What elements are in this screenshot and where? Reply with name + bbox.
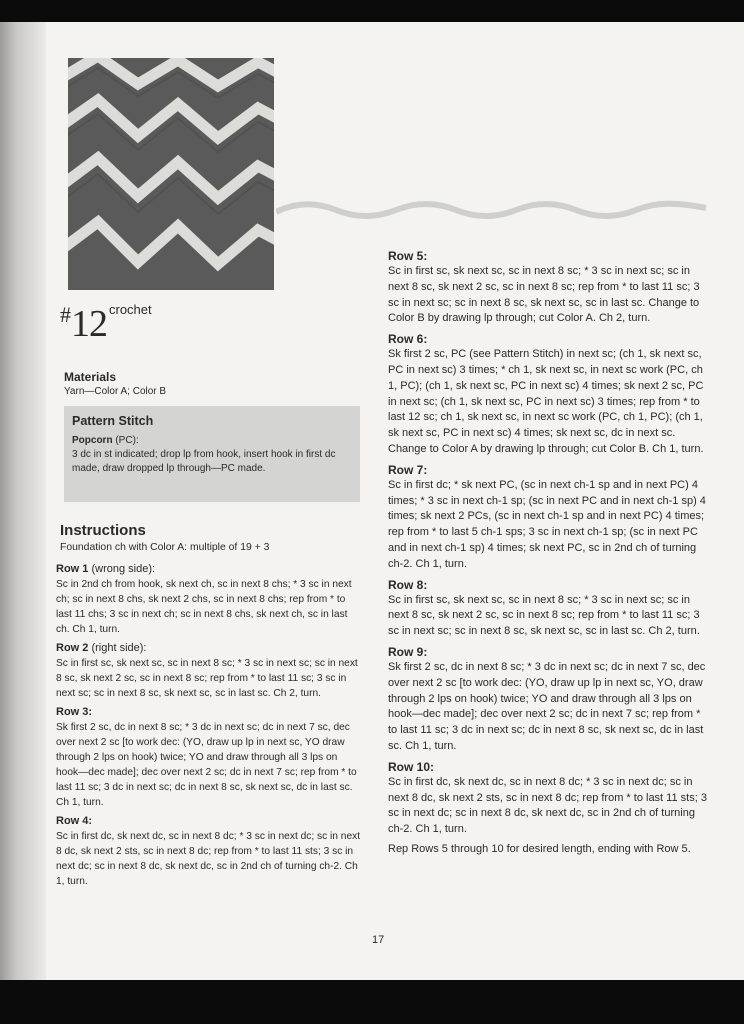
- ending-note: Rep Rows 5 through 10 for desired length, ending with Row 5.: [388, 842, 691, 855]
- scan-border: [0, 980, 744, 1024]
- popcorn-text: 3 dc in st indicated; drop lp from hook, insert hook in first dc made, draw dropped lp through—PC made.: [72, 449, 336, 474]
- row-block: [56, 562, 361, 637]
- row-text: Sc in first sc, sk next sc, sc in next 8 sc; * 3 sc in next sc; sc in next 8 sc, sk next 2 sc, sc in next 8 sc; rep from * to last 11 sc; 3 sc in next sc; sc in next 8 sc, sk next sc, sc in last sc. Ch 2, turn.: [56, 658, 358, 699]
- page-number: 17: [372, 934, 385, 946]
- row-block: [388, 331, 710, 458]
- pattern-stitch-heading: Pattern Stitch: [72, 414, 154, 428]
- materials-section: [64, 370, 354, 397]
- row-note: (right side):: [88, 642, 147, 654]
- row-text: Sk first 2 sc, dc in next 8 sc; * 3 dc in next sc; dc in next 7 sc, dec over next 2 sc [to work dec: (YO, draw up lp in next sc, YO draw through 2 lps on hook) twice; YO and draw through all 3 lps on hook—dec made]; dec over next 2 sc; dc in next 7 sc; rep from * to last 11 sc; 3 dc in next sc; dc in next 8 sc, sk next sc, dc in last sc. Ch 1, turn.: [56, 722, 357, 808]
- row-text: Sk first 2 sc, PC (see Pattern Stitch) in next sc; (ch 1, sk next sc, PC in next sc) 3 times; * ch 1, sk next sc, in next sc work (PC, ch 1, PC); (ch 1, sk next sc, PC in next sc) 4 times; sk next 2 sc, PC in next sc; (ch 1, sk next sc, PC in next sc) 3 times; rep from * to last 12 sc; ch 1, sk next sc, in next sc work (PC, ch 1, PC); (ch 1, sk next sc, PC in next sc) 4 times; sk next sc, dc in next sc. Change to Color A by drawing lp through; cut Color B. Ch 1, turn.: [388, 348, 704, 455]
- swatch-photo: [68, 58, 274, 290]
- popcorn-label: Popcorn: [72, 435, 113, 446]
- row-block: [388, 248, 710, 327]
- row-block: [388, 577, 710, 640]
- row-title: Row 3:: [56, 706, 93, 718]
- pattern-number: #12 $^{crochet}$: [60, 302, 152, 345]
- foundation-text: Foundation ch with Color A: multiple of 19 + 3: [60, 542, 270, 553]
- decorative-wave: [276, 198, 716, 222]
- row-text: Sk first 2 sc, dc in next 8 sc; * 3 dc in next sc; dc in next 7 sc, dec over next 2 sc [to work dec: (YO, draw up lp in next sc, YO, draw through 2 lps on hook) twice; YO and draw through all 3 lps on hook—dec made]; dec over next 2 sc; dc in next 7 sc; rep from * to last 11 sc; 3 dc in next sc; dc in next 8 sc, sk next sc, dc in last sc. Ch 1, turn.: [388, 660, 706, 752]
- row-title: Row 7:: [388, 462, 428, 477]
- row-block: [388, 759, 710, 838]
- row-block: [388, 462, 710, 573]
- row-title: Row 1: [56, 563, 89, 575]
- row-text: Sc in first dc; * sk next PC, (sc in next ch-1 sp and in next PC) 4 times; * 3 sc in next ch-1 sp; (sc in next PC and in next ch-1 sp) 4 times; sk next 2 PCs, (sc in next ch-1 sp and in next PC) 4 times; rep from * to last 5 ch-1 sps; 3 sc in next ch-1 sp; (sc in next PC and in next ch-1 sp) 4 times; sk next PC, sc in 2nd ch of turning ch-2. Ch 1, turn.: [388, 478, 706, 570]
- row-text: Sc in first sc, sk next sc, sc in next 8 sc; * 3 sc in next sc; sc in next 8 sc, sk next 2 sc, sc in next 8 sc; rep from * to last 11 sc; 3 sc in next sc; sc in next 8 sc, sk next sc, sc in last sc. Change to Color B by drawing lp through; cut Color A. Ch 2, turn.: [388, 265, 700, 325]
- row-block: [56, 705, 361, 810]
- row-text: Sc in first dc, sk next dc, sc in next 8 dc; * 3 sc in next dc; sc in next 8 dc, sk next 2 sts, sc in next 8 dc; rep from * to last 11 sts; 3 sc in next dc; sc in next 8 dc, sk next dc, sc in 2nd ch of turning ch-2. Ch 1, turn.: [388, 775, 707, 836]
- popcorn-suffix: (PC):: [112, 435, 139, 446]
- row-block: [56, 814, 361, 889]
- row-title: Row 4:: [56, 815, 93, 827]
- materials-text: Yarn—Color A; Color B: [64, 386, 167, 397]
- row-text: Sc in first sc, sk next sc, sc in next 8 sc; * 3 sc in next sc; sc in next 8 sc, sk next 2 sc, sc in next 8 sc; rep from * to last 11 sc; 3 sc in next sc; sc in next 8 sc, sk next sc, sc in last sc. Ch 2, turn.: [388, 593, 700, 638]
- materials-heading: Materials: [64, 370, 117, 384]
- row-text: Sc in 2nd ch from hook, sk next ch, sc in next 8 chs; * 3 sc in next ch; sc in next 8 chs, sk next 2 chs, sc in next 8 chs; rep from * to last 11 chs; 3 sc in next ch; sc in next 8 chs, sk next ch, sc in last ch. Ch 1, turn.: [56, 579, 352, 635]
- row-note: (wrong side):: [88, 563, 156, 575]
- row-title: Row 8:: [388, 577, 428, 592]
- row-title: Row 6:: [388, 332, 428, 347]
- row-title: Row 2: [56, 642, 89, 654]
- instructions-heading: Instructions: [60, 522, 146, 539]
- book-spine-shadow: [0, 22, 46, 980]
- right-column: [388, 246, 710, 862]
- pattern-number-value: 12: [71, 303, 107, 345]
- row-title: Row 10:: [388, 759, 435, 774]
- row-block: [388, 644, 710, 755]
- pattern-stitch-box: [64, 406, 360, 502]
- row-title: Row 9:: [388, 644, 428, 659]
- pattern-type: crochet: [109, 302, 152, 317]
- left-column: [56, 562, 361, 893]
- row-text: Sc in first dc, sk next dc, sc in next 8 dc; * 3 sc in next dc; sc in next 8 dc, sk next 2 sts, sc in next 8 dc; rep from * to last 11 sts; 3 sc in next dc; sc in next 8 dc, sk next dc, sc in 2nd ch of turning ch-2. Ch 1, turn.: [56, 831, 361, 887]
- row-block: [56, 641, 361, 701]
- row-title: Row 5:: [388, 249, 428, 263]
